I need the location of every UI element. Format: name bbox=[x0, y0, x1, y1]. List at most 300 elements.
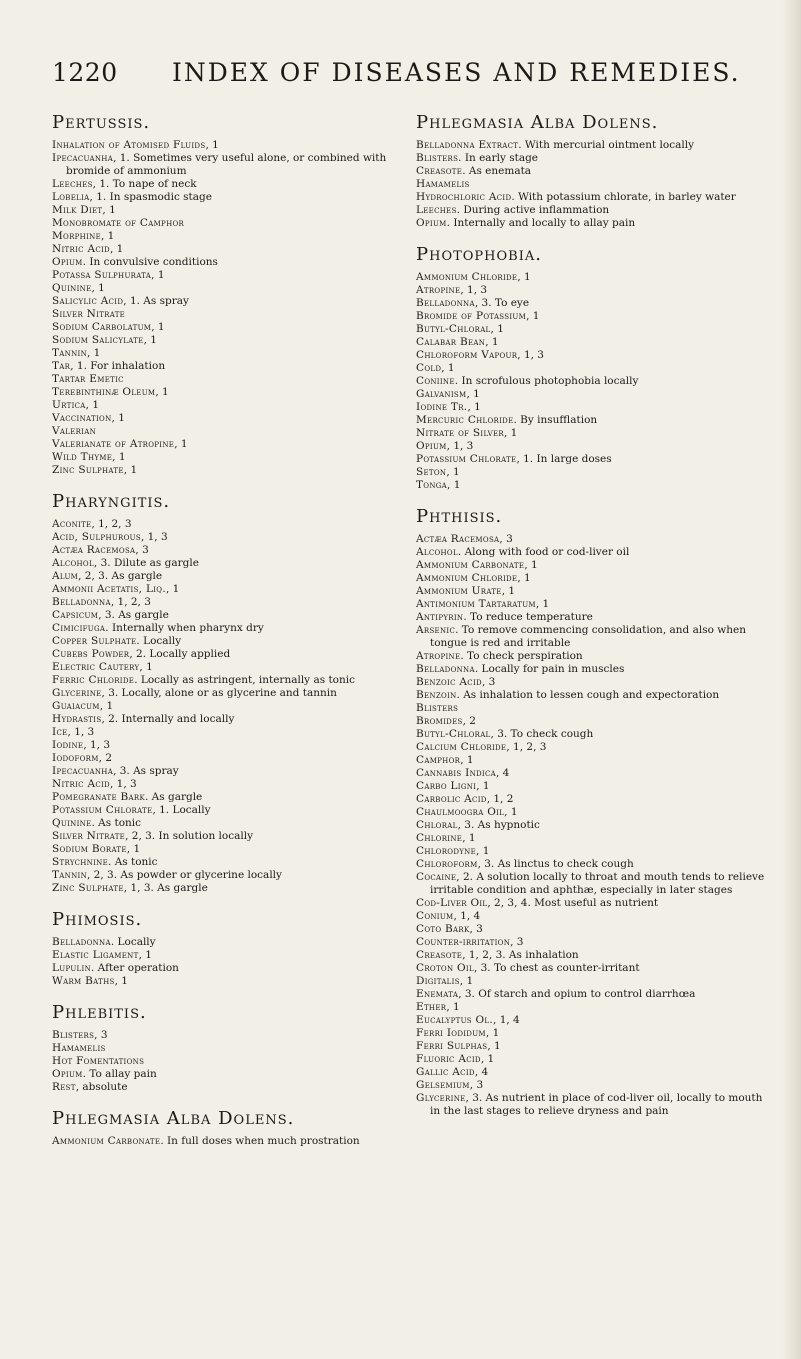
remedy-name: Alcohol bbox=[52, 557, 94, 569]
remedy-note: , 3 bbox=[499, 533, 513, 545]
index-entry bbox=[416, 585, 766, 598]
section-heading: Phthisis. bbox=[416, 506, 503, 527]
remedy-name: Strychnine bbox=[52, 856, 109, 868]
index-entry bbox=[52, 791, 402, 804]
remedy-name: Potassa Sulphurata bbox=[52, 269, 152, 281]
index-entry bbox=[416, 178, 766, 191]
remedy-name: Tartar Emetic bbox=[52, 373, 124, 385]
index-entry bbox=[52, 373, 402, 386]
index-entry bbox=[52, 674, 402, 687]
remedy-note: . Locally for pain in muscles bbox=[474, 663, 625, 675]
remedy-name: Warm Baths bbox=[52, 975, 115, 987]
index-entry bbox=[416, 845, 766, 858]
index-entry bbox=[52, 752, 402, 765]
section-heading: Phlebitis. bbox=[52, 1002, 147, 1023]
remedy-note: , 1 bbox=[151, 269, 165, 281]
index-entry bbox=[416, 728, 766, 741]
remedy-note: , 1, 2, 3 bbox=[506, 741, 547, 753]
index-entry bbox=[52, 817, 402, 830]
remedy-note: . As tonic bbox=[91, 817, 142, 829]
remedy-name: Cubebs Powder bbox=[52, 648, 130, 660]
index-entry bbox=[416, 191, 766, 204]
index-entry bbox=[52, 256, 402, 269]
remedy-note: , 3. To chest as counter-irritant bbox=[473, 962, 640, 974]
section-heading: Photophobia. bbox=[416, 244, 542, 265]
remedy-name: Eucalyptus Ol. bbox=[416, 1014, 494, 1026]
index-entry bbox=[52, 230, 402, 243]
remedy-note: , 1 bbox=[91, 282, 105, 294]
index-entry bbox=[52, 687, 402, 700]
index-entry bbox=[416, 427, 766, 440]
index-entry bbox=[52, 518, 402, 531]
remedy-name: Monobromate of Camphor bbox=[52, 217, 185, 229]
remedy-note: , 1 bbox=[111, 412, 125, 424]
remedy-note: , 3. To eye bbox=[474, 297, 530, 309]
remedy-note: . By insufflation bbox=[513, 414, 598, 426]
remedy-note: , 1 bbox=[126, 843, 141, 855]
index-entry bbox=[416, 1001, 766, 1014]
remedy-note: , 1, 3 bbox=[140, 531, 168, 543]
remedy-note: . During active inflammation bbox=[456, 204, 610, 216]
remedy-name: Creasote bbox=[416, 949, 463, 961]
index-entry bbox=[52, 570, 402, 583]
remedy-name: Capsicum bbox=[52, 609, 99, 621]
remedy-name: Valerian bbox=[52, 425, 97, 437]
remedy-note: , 1 bbox=[460, 754, 474, 766]
index-entry bbox=[52, 869, 402, 882]
remedy-note: , 1 bbox=[441, 362, 455, 374]
index-entry bbox=[416, 793, 766, 806]
remedy-name: Conium bbox=[416, 910, 454, 922]
index-entry bbox=[52, 700, 402, 713]
remedy-note: , 1, 3 bbox=[109, 778, 137, 790]
remedy-note: . To remove commencing consolidation, and also when tongue is red and irritable bbox=[430, 624, 746, 649]
index-entry bbox=[52, 936, 402, 949]
remedy-note: . As inhalation to lessen cough and expectoration bbox=[456, 689, 720, 701]
remedy-note: , 1 bbox=[87, 347, 101, 359]
remedy-name: Quinine bbox=[52, 817, 92, 829]
remedy-note: , 1. For inhalation bbox=[70, 360, 166, 372]
remedy-name: Salicylic Acid bbox=[52, 295, 124, 307]
remedy-name: Antipyrin bbox=[416, 611, 464, 623]
remedy-note: , 1 bbox=[174, 438, 188, 450]
remedy-note: , absolute bbox=[75, 1081, 128, 1093]
index-entry bbox=[416, 858, 766, 871]
index-entry bbox=[416, 975, 766, 988]
remedy-note: , 1 bbox=[100, 230, 115, 242]
index-section bbox=[52, 1002, 402, 1094]
index-entry bbox=[52, 1055, 402, 1068]
index-entry bbox=[52, 882, 402, 895]
remedy-name: Opium bbox=[416, 440, 447, 452]
index-entry bbox=[416, 559, 766, 572]
remedy-note: , 1 bbox=[504, 806, 518, 818]
remedy-name: Pomegranate Bark bbox=[52, 791, 145, 803]
remedy-note: , 1. As spray bbox=[123, 295, 189, 307]
remedy-note: , 3. As spray bbox=[113, 765, 179, 777]
index-entry bbox=[416, 988, 766, 1001]
remedy-note: , 2. Locally applied bbox=[129, 648, 231, 660]
index-entry bbox=[416, 297, 766, 310]
remedy-name: Actæa Racemosa bbox=[416, 533, 500, 545]
remedy-note: , 1, 4 bbox=[453, 910, 481, 922]
index-entry bbox=[52, 830, 402, 843]
section-heading: Pertussis. bbox=[52, 112, 151, 133]
index-section bbox=[416, 506, 766, 1118]
remedy-name: Cimicifuga bbox=[52, 622, 106, 634]
remedy-name: Zinc Sulphate bbox=[52, 882, 124, 894]
index-entry bbox=[52, 321, 402, 334]
index-entry bbox=[52, 739, 402, 752]
index-entry bbox=[52, 412, 402, 425]
index-entry bbox=[416, 897, 766, 910]
remedy-name: Ammonium Chloride bbox=[416, 572, 518, 584]
index-entry bbox=[416, 650, 766, 663]
index-entry bbox=[52, 1029, 402, 1042]
remedy-name: Blisters bbox=[52, 1029, 95, 1041]
index-entry bbox=[416, 310, 766, 323]
remedy-name: Creasote bbox=[416, 165, 463, 177]
index-entry bbox=[416, 1027, 766, 1040]
index-entry bbox=[52, 139, 402, 152]
remedy-note: , 1 bbox=[476, 845, 490, 857]
remedy-note: , 1 bbox=[476, 780, 490, 792]
remedy-name: Chlorine bbox=[416, 832, 463, 844]
remedy-note: , 3. As nutrient in place of cod-liver oil, locally to mouth in the last stages to relieve dryness and pain bbox=[430, 1092, 763, 1117]
running-title: INDEX OF DISEASES AND REMEDIES. bbox=[172, 58, 741, 87]
remedy-name: Bromides bbox=[416, 715, 463, 727]
remedy-note: , 3 bbox=[481, 676, 496, 688]
remedy-note: , 1 bbox=[205, 139, 219, 151]
remedy-note: , 1 bbox=[517, 271, 531, 283]
remedy-name: Arsenic bbox=[416, 624, 456, 636]
remedy-note: . With potassium chlorate, in barley water bbox=[511, 191, 736, 203]
index-entry bbox=[52, 360, 402, 373]
index-entry bbox=[52, 726, 402, 739]
remedy-name: Galvanism bbox=[416, 388, 467, 400]
remedy-note: , 1. To nape of neck bbox=[92, 178, 197, 190]
index-entry bbox=[416, 702, 766, 715]
index-entry bbox=[52, 1068, 402, 1081]
remedy-name: Mercuric Chloride bbox=[416, 414, 514, 426]
index-entry bbox=[416, 780, 766, 793]
index-entry bbox=[52, 962, 402, 975]
index-entry bbox=[416, 414, 766, 427]
remedy-note: , 1 bbox=[109, 243, 124, 255]
index-entry bbox=[416, 715, 766, 728]
remedy-note: . Internally and locally to allay pain bbox=[446, 217, 636, 229]
remedy-note: , 1 bbox=[459, 975, 474, 987]
index-entry bbox=[416, 624, 766, 650]
index-section bbox=[416, 112, 766, 230]
remedy-note: , 1 bbox=[151, 321, 165, 333]
remedy-note: , 3 bbox=[135, 544, 149, 556]
remedy-name: Acid, Sulphurous bbox=[52, 531, 141, 543]
index-entry bbox=[416, 741, 766, 754]
remedy-note: , 3. As hypnotic bbox=[457, 819, 540, 831]
index-entry bbox=[52, 178, 402, 191]
index-section bbox=[52, 112, 402, 477]
remedy-name: Iodine Tr. bbox=[416, 401, 468, 413]
index-entry bbox=[416, 1040, 766, 1053]
remedy-name: Butyl-Chloral bbox=[416, 728, 491, 740]
index-entry bbox=[52, 975, 402, 988]
remedy-name: Silver Nitrate bbox=[52, 830, 126, 842]
remedy-note: , 1 bbox=[123, 464, 138, 476]
remedy-note: , 3. To check cough bbox=[490, 728, 594, 740]
remedy-name: Seton bbox=[416, 466, 447, 478]
remedy-name: Sodium Carbolatum bbox=[52, 321, 152, 333]
remedy-name: Ferri Iodidum bbox=[416, 1027, 486, 1039]
index-entry bbox=[52, 152, 402, 178]
index-entry bbox=[52, 661, 402, 674]
remedy-name: Benzoic Acid bbox=[416, 676, 482, 688]
page-edge-shadow bbox=[783, 0, 801, 1359]
remedy-name: Ferri Sulphas bbox=[416, 1040, 488, 1052]
index-entry bbox=[416, 401, 766, 414]
remedy-name: Carbolic Acid bbox=[416, 793, 487, 805]
index-section bbox=[52, 909, 402, 988]
remedy-name: Guaiacum bbox=[52, 700, 100, 712]
index-entry bbox=[52, 713, 402, 726]
index-entry bbox=[416, 832, 766, 845]
remedy-name: Terebinthinæ Oleum bbox=[52, 386, 156, 398]
remedy-note: , 1 bbox=[112, 451, 126, 463]
remedy-name: Gallic Acid bbox=[416, 1066, 475, 1078]
remedy-name: Camphor bbox=[416, 754, 461, 766]
remedy-note: . Internally when pharynx dry bbox=[105, 622, 264, 634]
remedy-name: Leeches bbox=[52, 178, 93, 190]
index-entry bbox=[52, 1081, 402, 1094]
index-section bbox=[52, 491, 402, 895]
index-entry bbox=[416, 923, 766, 936]
index-entry bbox=[52, 438, 402, 451]
remedy-name: Antimonium Tartaratum bbox=[416, 598, 536, 610]
remedy-note: , 2, 3, 4. Most useful as nutrient bbox=[487, 897, 659, 909]
index-entry bbox=[416, 663, 766, 676]
index-entry bbox=[416, 949, 766, 962]
remedy-name: Cocaine bbox=[416, 871, 457, 883]
remedy-name: Bromide of Potassium bbox=[416, 310, 527, 322]
remedy-name: Sodium Salicylate bbox=[52, 334, 144, 346]
index-entry bbox=[416, 1014, 766, 1027]
remedy-note: , 1, 2, 3 bbox=[91, 518, 132, 530]
remedy-name: Alcohol bbox=[416, 546, 458, 558]
index-entry bbox=[416, 572, 766, 585]
remedy-name: Croton Oil bbox=[416, 962, 474, 974]
remedy-note: , 3 bbox=[94, 1029, 108, 1041]
index-entry bbox=[52, 464, 402, 477]
remedy-name: Actæa Racemosa bbox=[52, 544, 136, 556]
index-entry bbox=[52, 308, 402, 321]
remedy-note: , 3. Of starch and opium to control diarrhœa bbox=[458, 988, 696, 1000]
index-section bbox=[52, 1108, 402, 1148]
remedy-name: Ammonium Chloride bbox=[416, 271, 518, 283]
index-entry bbox=[416, 533, 766, 546]
remedy-name: Chloroform Vapour bbox=[416, 349, 518, 361]
remedy-note: , 1, 3 bbox=[83, 739, 111, 751]
remedy-name: Enemata bbox=[416, 988, 459, 1000]
remedy-name: Zinc Sulphate bbox=[52, 464, 124, 476]
remedy-name: Opium bbox=[416, 217, 447, 229]
index-entry bbox=[52, 1135, 402, 1148]
section-heading: Pharyngitis. bbox=[52, 491, 171, 512]
remedy-name: Benzoin bbox=[416, 689, 457, 701]
index-entry bbox=[416, 152, 766, 165]
remedy-note: , 1 bbox=[524, 559, 538, 571]
remedy-name: Ammonium Carbonate bbox=[52, 1135, 161, 1147]
remedy-note: , 1, 4 bbox=[493, 1014, 520, 1026]
remedy-note: , 1 bbox=[467, 401, 481, 413]
remedy-name: Chaulmoogra Oil bbox=[416, 806, 505, 818]
remedy-note: , 1 bbox=[485, 336, 499, 348]
remedy-name: Cold bbox=[416, 362, 442, 374]
index-entry bbox=[416, 204, 766, 217]
remedy-name: Wild Thyme bbox=[52, 451, 113, 463]
remedy-name: Fluoric Acid bbox=[416, 1053, 481, 1065]
right-column bbox=[416, 112, 766, 1118]
remedy-note: , 1 bbox=[138, 949, 152, 961]
index-entry bbox=[416, 362, 766, 375]
remedy-note: , 1 bbox=[114, 975, 128, 987]
remedy-name: Digitalis bbox=[416, 975, 460, 987]
remedy-note: , 1 bbox=[480, 1053, 495, 1065]
index-entry bbox=[52, 347, 402, 360]
remedy-note: , 1. Locally bbox=[152, 804, 211, 816]
index-entry bbox=[52, 778, 402, 791]
index-entry bbox=[52, 596, 402, 609]
remedy-name: Rest bbox=[52, 1081, 76, 1093]
remedy-note: , 1, 2 bbox=[486, 793, 514, 805]
index-entry bbox=[416, 598, 766, 611]
index-entry bbox=[52, 635, 402, 648]
index-entry bbox=[52, 531, 402, 544]
remedy-name: Tar bbox=[52, 360, 71, 372]
remedy-name: Atropine bbox=[416, 284, 461, 296]
remedy-note: , 2, 3. As gargle bbox=[78, 570, 163, 582]
remedy-name: Cannabis Indica bbox=[416, 767, 496, 779]
index-entry bbox=[416, 754, 766, 767]
index-entry bbox=[52, 843, 402, 856]
remedy-note: . With mercurial ointment locally bbox=[518, 139, 694, 151]
remedy-note: , 1 bbox=[517, 572, 531, 584]
remedy-note: . Locally bbox=[110, 936, 156, 948]
index-entry bbox=[52, 765, 402, 778]
page-header bbox=[0, 58, 801, 98]
remedy-note: , 3. As linctus to check cough bbox=[477, 858, 634, 870]
remedy-name: Chlorodyne bbox=[416, 845, 477, 857]
remedy-name: Sodium Borate bbox=[52, 843, 127, 855]
index-entry bbox=[52, 622, 402, 635]
section-heading: Phlegmasia Alba Dolens. bbox=[416, 112, 659, 133]
remedy-name: Potassium Chlorate bbox=[52, 804, 153, 816]
remedy-name: Electric Cautery bbox=[52, 661, 140, 673]
remedy-name: Hydrastis bbox=[52, 713, 102, 725]
remedy-note: , 4 bbox=[496, 767, 510, 779]
remedy-note: , 3 bbox=[469, 923, 483, 935]
remedy-note: , 1 bbox=[143, 334, 157, 346]
remedy-name: Ipecacuanha bbox=[52, 765, 114, 777]
index-entry bbox=[416, 936, 766, 949]
remedy-name: Inhalation of Atomised Fluids bbox=[52, 139, 206, 151]
remedy-note: , 2 bbox=[98, 752, 113, 764]
remedy-name: Calcium Chloride bbox=[416, 741, 507, 753]
index-entry bbox=[416, 1053, 766, 1066]
index-entry bbox=[52, 544, 402, 557]
remedy-note: , 1, 3 bbox=[517, 349, 544, 361]
remedy-name: Milk Diet bbox=[52, 204, 103, 216]
remedy-name: Blisters bbox=[416, 702, 459, 714]
remedy-name: Iodine bbox=[52, 739, 84, 751]
remedy-note: , 3 bbox=[510, 936, 524, 948]
remedy-name: Leeches bbox=[416, 204, 457, 216]
index-entry bbox=[52, 425, 402, 438]
remedy-note: , 1 bbox=[485, 1027, 500, 1039]
index-entry bbox=[416, 910, 766, 923]
remedy-name: Belladonna bbox=[416, 297, 475, 309]
remedy-name: Potassium Chlorate bbox=[416, 453, 517, 465]
remedy-note: . To reduce temperature bbox=[463, 611, 593, 623]
remedy-name: Nitric Acid bbox=[52, 243, 110, 255]
index-entry bbox=[52, 399, 402, 412]
remedy-note: . To check perspiration bbox=[460, 650, 583, 662]
index-entry bbox=[416, 871, 766, 897]
remedy-name: Cod-Liver Oil bbox=[416, 897, 488, 909]
remedy-note: , 3. Locally, alone or as glycerine and tannin bbox=[101, 687, 337, 699]
remedy-note: , 1 bbox=[165, 583, 180, 595]
left-column bbox=[52, 112, 402, 1148]
remedy-name: Ammonium Urate bbox=[416, 585, 502, 597]
remedy-name: Quinine bbox=[52, 282, 92, 294]
remedy-name: Ipecacuanha bbox=[52, 152, 114, 164]
remedy-name: Gelsemium bbox=[416, 1079, 470, 1091]
remedy-name: Aconite bbox=[52, 518, 92, 530]
section-heading: Phimosis. bbox=[52, 909, 143, 930]
remedy-note: , 1 bbox=[535, 598, 550, 610]
remedy-name: Counter-irritation bbox=[416, 936, 511, 948]
remedy-note: . As gargle bbox=[144, 791, 203, 803]
remedy-name: Tonga bbox=[416, 479, 448, 491]
index-entry bbox=[416, 271, 766, 284]
index-entry bbox=[52, 191, 402, 204]
index-entry bbox=[52, 557, 402, 570]
remedy-name: Ammonium Carbonate bbox=[416, 559, 525, 571]
remedy-note: , 2 bbox=[462, 715, 476, 727]
remedy-note: , 1, 3. As gargle bbox=[123, 882, 208, 894]
remedy-note: , 1 bbox=[466, 388, 480, 400]
remedy-note: . Locally as astringent, internally as tonic bbox=[134, 674, 355, 686]
remedy-name: Butyl-Chloral bbox=[416, 323, 491, 335]
remedy-name: Urtica bbox=[52, 399, 86, 411]
remedy-name: Lupulin bbox=[52, 962, 91, 974]
remedy-name: Tannin bbox=[52, 869, 87, 881]
index-entry bbox=[52, 295, 402, 308]
remedy-note: , 1 bbox=[501, 585, 516, 597]
remedy-name: Ether bbox=[416, 1001, 447, 1013]
section-heading: Phlegmasia Alba Dolens. bbox=[52, 1108, 295, 1129]
index-entry bbox=[52, 949, 402, 962]
index-entry bbox=[52, 648, 402, 661]
remedy-note: , 2. Internally and locally bbox=[101, 713, 235, 725]
index-entry bbox=[52, 269, 402, 282]
remedy-note: , 1, 3 bbox=[446, 440, 474, 452]
remedy-name: Calabar Bean bbox=[416, 336, 486, 348]
index-entry bbox=[416, 1066, 766, 1079]
remedy-note: . In convulsive conditions bbox=[82, 256, 218, 268]
remedy-name: Glycerine bbox=[52, 687, 102, 699]
remedy-name: Chloral bbox=[416, 819, 458, 831]
remedy-name: Alum bbox=[52, 570, 79, 582]
